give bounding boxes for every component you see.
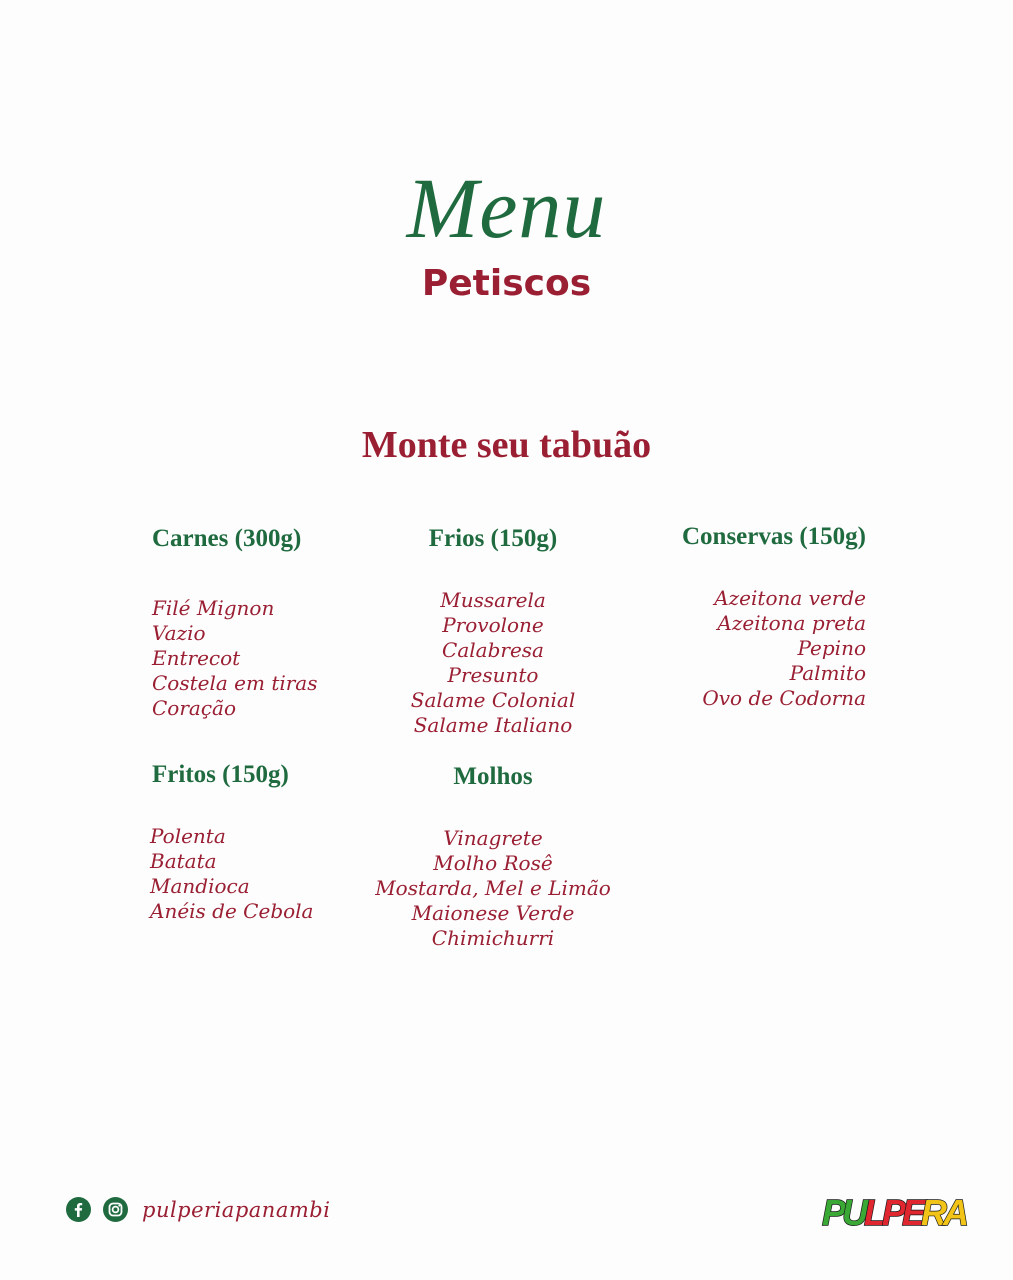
menu-title: Menu bbox=[406, 160, 607, 256]
frios-column bbox=[372, 524, 614, 738]
list-item: Mussarela bbox=[440, 588, 546, 612]
list-item: Batata bbox=[150, 849, 217, 873]
facebook-icon[interactable] bbox=[66, 1197, 91, 1222]
svg-text:P: P bbox=[882, 1192, 907, 1233]
list-item: Mandioca bbox=[150, 874, 250, 898]
list-item: Filé Mignon bbox=[152, 596, 275, 620]
conservas-list bbox=[640, 586, 866, 711]
molhos-list bbox=[362, 826, 624, 951]
social-handle[interactable]: pulperiapanambi bbox=[142, 1197, 331, 1222]
svg-text:E: E bbox=[902, 1192, 927, 1233]
carnes-column bbox=[152, 524, 372, 721]
list-item: Maionese Verde bbox=[411, 901, 575, 925]
svg-text:R: R bbox=[921, 1192, 947, 1233]
list-item: Coração bbox=[152, 696, 236, 720]
fritos-list bbox=[150, 824, 372, 924]
list-item: Salame Colonial bbox=[410, 688, 576, 712]
conservas-column bbox=[640, 522, 866, 711]
list-item: Calabresa bbox=[442, 638, 544, 662]
list-item: Salame Italiano bbox=[413, 713, 573, 737]
molhos-column bbox=[362, 762, 624, 951]
list-item: Vinagrete bbox=[443, 826, 543, 850]
list-item: Vazio bbox=[152, 621, 206, 645]
list-item: Provolone bbox=[442, 613, 544, 637]
instagram-icon[interactable] bbox=[103, 1197, 128, 1222]
svg-text:P: P bbox=[822, 1192, 847, 1233]
list-item: Polenta bbox=[150, 824, 226, 848]
list-item: Costela em tiras bbox=[152, 671, 318, 695]
fritos-heading: Fritos (150g) bbox=[152, 761, 289, 788]
conservas-heading: Conservas (150g) bbox=[681, 523, 866, 550]
frios-heading: Frios (150g) bbox=[428, 525, 558, 552]
list-item: Molho Rosê bbox=[433, 851, 553, 875]
list-item: Anéis de Cebola bbox=[150, 899, 314, 923]
list-item: Azeitona verde bbox=[714, 586, 866, 610]
svg-text:L: L bbox=[864, 1192, 886, 1233]
svg-text:U: U bbox=[842, 1192, 868, 1233]
menu-subtitle: Petiscos bbox=[421, 263, 592, 304]
svg-text:A: A bbox=[943, 1192, 969, 1233]
list-item: Mostarda, Mel e Limão bbox=[375, 876, 611, 900]
carnes-heading: Carnes (300g) bbox=[152, 525, 302, 552]
list-item: Palmito bbox=[789, 661, 866, 685]
list-item: Chimichurri bbox=[431, 926, 555, 950]
list-item: Entrecot bbox=[152, 646, 241, 670]
list-item: Azeitona preta bbox=[717, 611, 866, 635]
frios-list bbox=[372, 588, 614, 738]
fritos-column bbox=[152, 760, 372, 924]
social-links bbox=[66, 1197, 330, 1222]
list-item: Presunto bbox=[447, 663, 539, 687]
pulperia-logo bbox=[820, 1185, 970, 1235]
molhos-heading: Molhos bbox=[453, 763, 533, 790]
list-item: Ovo de Codorna bbox=[702, 686, 866, 710]
list-item: Pepino bbox=[797, 636, 866, 660]
carnes-list bbox=[152, 596, 372, 721]
section-title: Monte seu tabuão bbox=[361, 424, 652, 466]
